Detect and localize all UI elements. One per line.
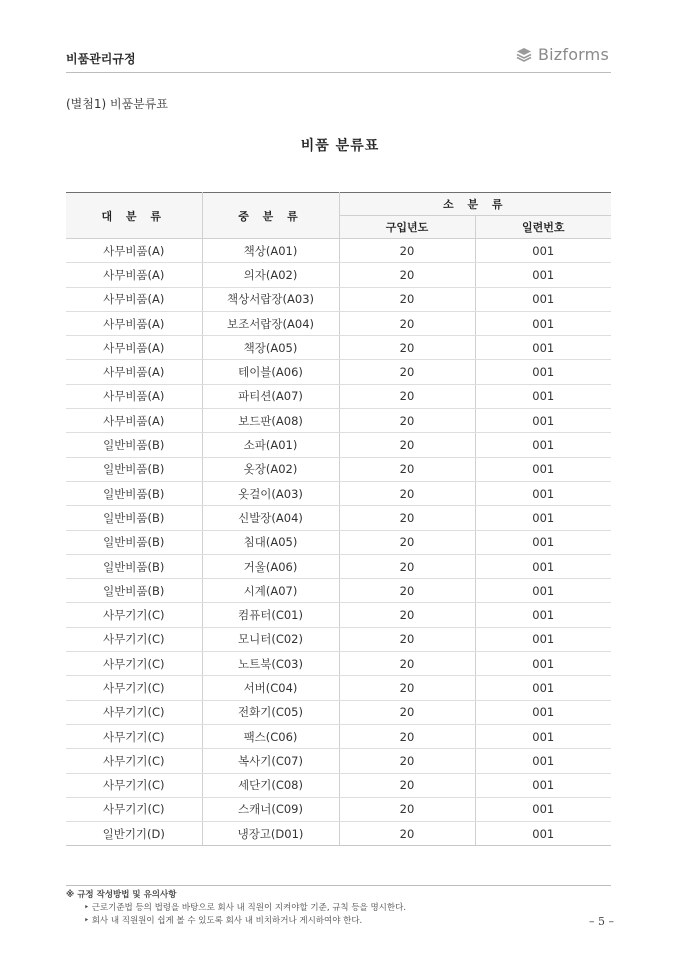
note-item: ‣ 회사 내 직원원이 쉽게 볼 수 있도록 회사 내 비치하거나 게시하여야 한다. [84, 916, 363, 926]
table-row [66, 239, 611, 263]
table-row [66, 603, 611, 627]
table-row [66, 263, 611, 287]
cell-middle: 책상(A01) [202, 239, 339, 263]
cell-middle: 신발장(A04) [202, 506, 339, 530]
cell-year: 20 [339, 773, 475, 797]
cell-major: 사무기기(C) [66, 773, 202, 797]
cell-serial: 001 [475, 481, 611, 505]
layers-icon [515, 46, 533, 64]
header-middle: 중 분 류 [202, 193, 339, 239]
cell-middle: 파티션(A07) [202, 384, 339, 408]
cell-middle: 보조서랍장(A04) [202, 311, 339, 335]
cell-year: 20 [339, 700, 475, 724]
cell-serial: 001 [475, 749, 611, 773]
table-row [66, 457, 611, 481]
cell-major: 사무기기(C) [66, 652, 202, 676]
header-minor: 소 분 류 [339, 193, 611, 216]
cell-serial: 001 [475, 773, 611, 797]
cell-middle: 소파(A01) [202, 433, 339, 457]
attachment-label: (별첨1) 비품분류표 [66, 97, 168, 111]
cell-serial: 001 [475, 506, 611, 530]
cell-major: 일반비품(B) [66, 506, 202, 530]
cell-middle: 서버(C04) [202, 676, 339, 700]
table-row [66, 433, 611, 457]
cell-year: 20 [339, 263, 475, 287]
cell-major: 사무비품(A) [66, 409, 202, 433]
cell-year: 20 [339, 287, 475, 311]
cell-major: 사무비품(A) [66, 384, 202, 408]
cell-year: 20 [339, 239, 475, 263]
table-row [66, 822, 611, 846]
cell-major: 일반비품(B) [66, 554, 202, 578]
cell-major: 일반비품(B) [66, 433, 202, 457]
table-row [66, 409, 611, 433]
cell-year: 20 [339, 409, 475, 433]
table-row [66, 676, 611, 700]
table-row [66, 384, 611, 408]
cell-serial: 001 [475, 409, 611, 433]
cell-year: 20 [339, 506, 475, 530]
cell-serial: 001 [475, 579, 611, 603]
cell-serial: 001 [475, 287, 611, 311]
cell-serial: 001 [475, 724, 611, 748]
cell-major: 사무기기(C) [66, 700, 202, 724]
cell-year: 20 [339, 554, 475, 578]
cell-major: 사무비품(A) [66, 311, 202, 335]
footer-divider [66, 885, 611, 886]
cell-middle: 테이블(A06) [202, 360, 339, 384]
table-row [66, 336, 611, 360]
table-row [66, 627, 611, 651]
table-row [66, 579, 611, 603]
cell-middle: 냉장고(D01) [202, 822, 339, 846]
cell-middle: 보드판(A08) [202, 409, 339, 433]
cell-middle: 시계(A07) [202, 579, 339, 603]
cell-serial: 001 [475, 530, 611, 554]
cell-middle: 팩스(C06) [202, 724, 339, 748]
cell-major: 사무비품(A) [66, 360, 202, 384]
cell-year: 20 [339, 652, 475, 676]
cell-middle: 세단기(C08) [202, 773, 339, 797]
cell-middle: 책장(A05) [202, 336, 339, 360]
cell-serial: 001 [475, 457, 611, 481]
cell-serial: 001 [475, 239, 611, 263]
table-row [66, 530, 611, 554]
cell-major: 일반비품(B) [66, 457, 202, 481]
cell-serial: 001 [475, 822, 611, 846]
cell-middle: 옷장(A02) [202, 457, 339, 481]
cell-year: 20 [339, 627, 475, 651]
cell-year: 20 [339, 530, 475, 554]
table-row [66, 652, 611, 676]
table-row [66, 554, 611, 578]
cell-year: 20 [339, 676, 475, 700]
cell-serial: 001 [475, 603, 611, 627]
table-row [66, 360, 611, 384]
cell-major: 사무비품(A) [66, 336, 202, 360]
header-year: 구입년도 [339, 216, 475, 239]
table-row [66, 749, 611, 773]
cell-middle: 옷걸이(A03) [202, 481, 339, 505]
document-title: 비품관리규정 [66, 52, 136, 66]
cell-major: 일반비품(B) [66, 579, 202, 603]
cell-middle: 침대(A05) [202, 530, 339, 554]
cell-year: 20 [339, 311, 475, 335]
cell-middle: 전화기(C05) [202, 700, 339, 724]
cell-major: 사무기기(C) [66, 724, 202, 748]
table-row [66, 506, 611, 530]
cell-major: 사무기기(C) [66, 603, 202, 627]
cell-major: 사무비품(A) [66, 239, 202, 263]
notes-section [66, 889, 406, 928]
notes-title: ※ 규정 작성방법 및 유의사항 [66, 890, 177, 900]
cell-serial: 001 [475, 797, 611, 821]
cell-year: 20 [339, 579, 475, 603]
cell-year: 20 [339, 433, 475, 457]
table-row [66, 724, 611, 748]
table-row [66, 287, 611, 311]
cell-year: 20 [339, 724, 475, 748]
cell-serial: 001 [475, 384, 611, 408]
cell-middle: 복사기(C07) [202, 749, 339, 773]
header-major: 대 분 류 [66, 193, 202, 239]
table-row [66, 773, 611, 797]
cell-middle: 의자(A02) [202, 263, 339, 287]
cell-middle: 노트북(C03) [202, 652, 339, 676]
cell-serial: 001 [475, 433, 611, 457]
cell-serial: 001 [475, 554, 611, 578]
cell-year: 20 [339, 384, 475, 408]
cell-serial: 001 [475, 336, 611, 360]
page-header [66, 44, 611, 73]
cell-major: 일반비품(B) [66, 530, 202, 554]
cell-major: 사무기기(C) [66, 676, 202, 700]
cell-major: 사무기기(C) [66, 627, 202, 651]
cell-year: 20 [339, 822, 475, 846]
cell-major: 사무비품(A) [66, 263, 202, 287]
cell-serial: 001 [475, 627, 611, 651]
table-row [66, 481, 611, 505]
cell-year: 20 [339, 797, 475, 821]
cell-year: 20 [339, 749, 475, 773]
cell-serial: 001 [475, 360, 611, 384]
cell-major: 일반기기(D) [66, 822, 202, 846]
cell-serial: 001 [475, 263, 611, 287]
cell-year: 20 [339, 360, 475, 384]
cell-major: 사무기기(C) [66, 749, 202, 773]
header-serial: 일련번호 [475, 216, 611, 239]
cell-middle: 책상서랍장(A03) [202, 287, 339, 311]
cell-major: 사무기기(C) [66, 797, 202, 821]
cell-year: 20 [339, 603, 475, 627]
cell-serial: 001 [475, 652, 611, 676]
cell-serial: 001 [475, 311, 611, 335]
cell-middle: 모니터(C02) [202, 627, 339, 651]
cell-serial: 001 [475, 676, 611, 700]
cell-middle: 컴퓨터(C01) [202, 603, 339, 627]
cell-serial: 001 [475, 700, 611, 724]
page-title: 비품 분류표 [300, 138, 380, 154]
cell-major: 일반비품(B) [66, 481, 202, 505]
cell-major: 사무비품(A) [66, 287, 202, 311]
table-row [66, 700, 611, 724]
bizforms-logo [515, 45, 609, 64]
classification-table [66, 192, 611, 846]
table-row [66, 797, 611, 821]
cell-year: 20 [339, 481, 475, 505]
cell-year: 20 [339, 336, 475, 360]
page-number: – 5 – [589, 915, 614, 928]
table-row [66, 311, 611, 335]
cell-middle: 스캐너(C09) [202, 797, 339, 821]
logo-text: Bizforms [537, 45, 609, 64]
cell-middle: 거울(A06) [202, 554, 339, 578]
cell-year: 20 [339, 457, 475, 481]
note-item: ‣ 근로기준법 등의 법령을 바탕으로 회사 내 직원이 지켜야할 기준, 규칙 등을 명시한다. [84, 903, 407, 913]
